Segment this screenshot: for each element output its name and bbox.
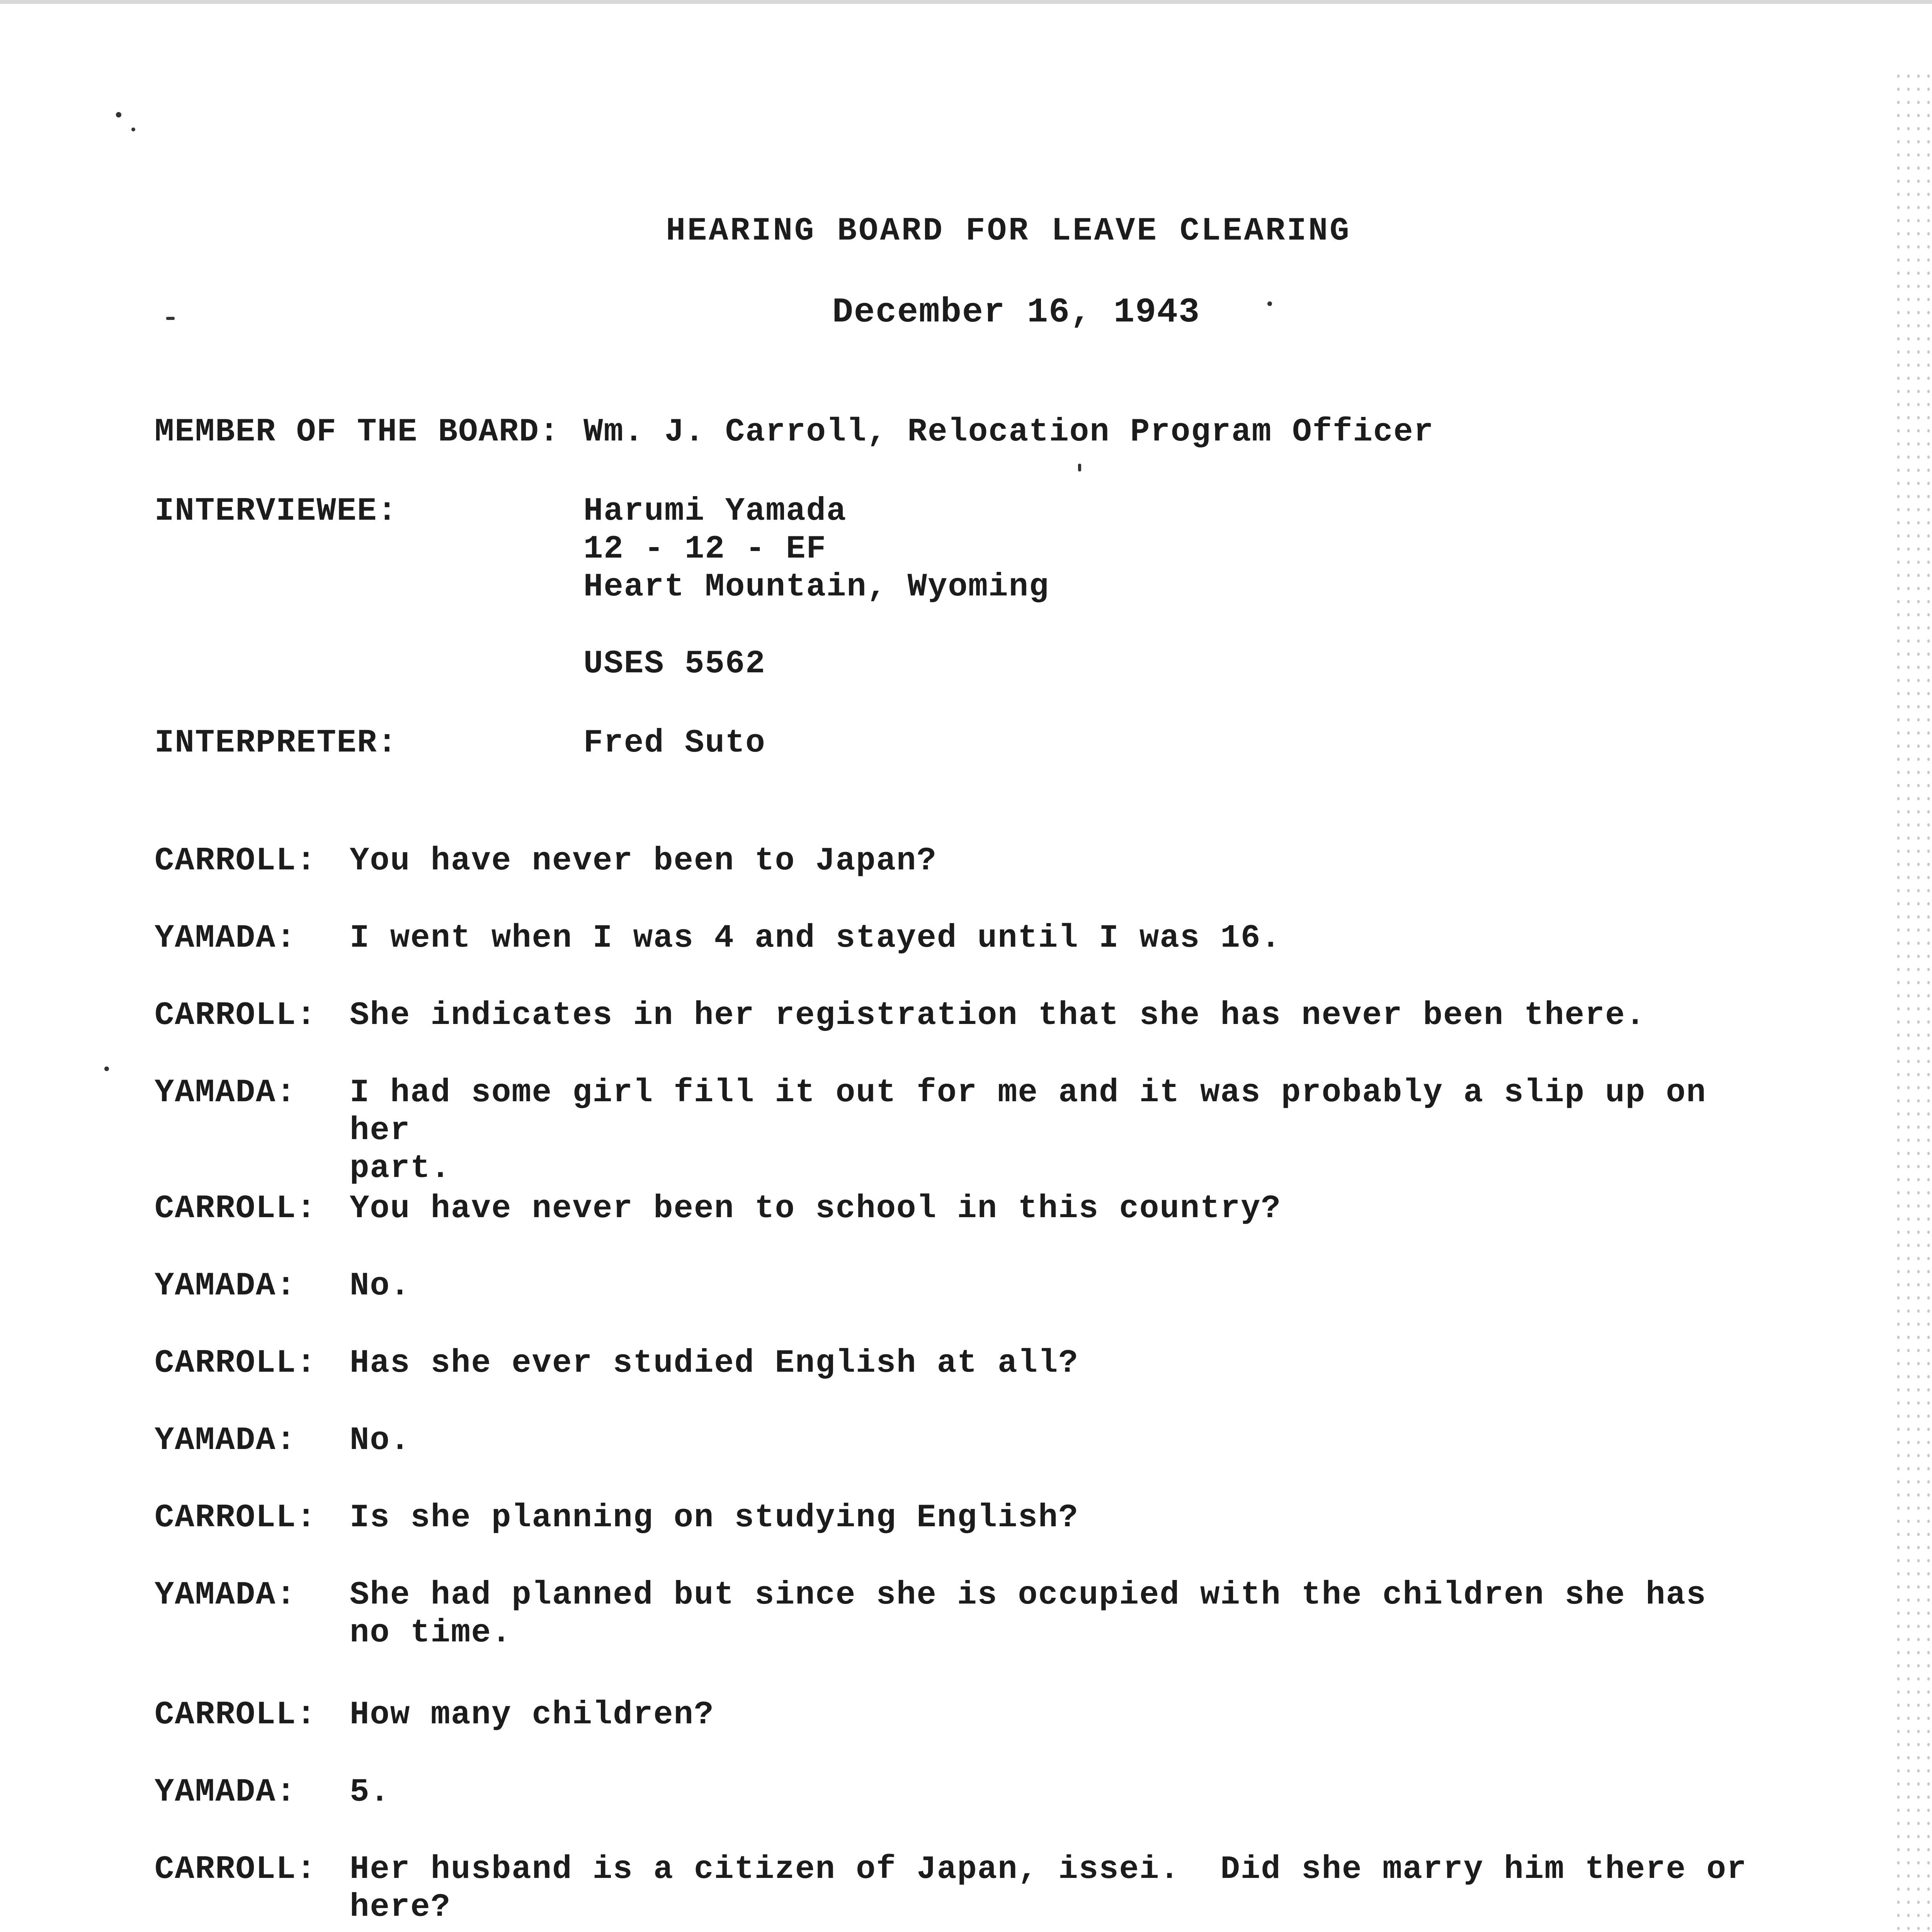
utterance: I had some girl fill it out for me and it was probably a slip up on her part.	[350, 1075, 1707, 1187]
interviewee-uses-number: USES 5562	[583, 646, 766, 682]
document-date: December 16, 1943	[832, 293, 1201, 332]
scan-speck	[1078, 464, 1081, 471]
speaker-label: CARROLL:	[155, 1190, 317, 1227]
speaker-label: CARROLL:	[155, 843, 317, 879]
speaker-label: YAMADA:	[155, 1774, 296, 1811]
speaker-label: YAMADA:	[155, 1577, 296, 1614]
utterance: How many children?	[350, 1697, 714, 1733]
utterance: Is she planning on studying English?	[350, 1500, 1079, 1536]
speaker-label: YAMADA:	[155, 1268, 296, 1304]
utterance: You have never been to Japan?	[350, 843, 937, 879]
speaker-label: CARROLL:	[155, 1345, 317, 1382]
scan-speck	[116, 112, 121, 117]
speaker-label: CARROLL:	[155, 1851, 317, 1888]
interpreter-value: Fred Suto	[583, 725, 766, 762]
utterance: She had planned but since she is occupied with the children she has no time.	[350, 1577, 1707, 1651]
speaker-label: YAMADA:	[155, 920, 296, 957]
utterance: You have never been to school in this country?	[350, 1190, 1281, 1227]
interviewee-address: 12 - 12 - EF	[583, 531, 827, 568]
interpreter-label: INTERPRETER:	[155, 725, 398, 762]
speaker-label: CARROLL:	[155, 1697, 317, 1733]
speaker-label: CARROLL:	[155, 1500, 317, 1536]
utterance: Has she ever studied English at all?	[350, 1345, 1079, 1382]
utterance: No.	[350, 1422, 411, 1459]
scan-speck	[131, 128, 135, 131]
utterance: I went when I was 4 and stayed until I was 16.	[350, 920, 1281, 957]
utterance: 5.	[350, 1774, 390, 1811]
interviewee-name: Harumi Yamada	[583, 493, 847, 530]
interviewee-location: Heart Mountain, Wyoming	[583, 569, 1049, 605]
scan-speck	[104, 1066, 109, 1071]
utterance: No.	[350, 1268, 411, 1304]
member-label: MEMBER OF THE BOARD:	[155, 414, 560, 451]
scan-noise-margin	[1893, 70, 1932, 1932]
member-value: Wm. J. Carroll, Relocation Program Officer	[583, 414, 1434, 451]
utterance: She indicates in her registration that she has never been there.	[350, 997, 1646, 1034]
page-top-edge	[0, 0, 1932, 4]
speaker-label: YAMADA:	[155, 1422, 296, 1459]
speaker-label: CARROLL:	[155, 997, 317, 1034]
speaker-label: YAMADA:	[155, 1075, 296, 1111]
interviewee-label: INTERVIEWEE:	[155, 493, 398, 530]
utterance: Her husband is a citizen of Japan, issei. Did she marry him there or here?	[350, 1851, 1747, 1926]
document-title: HEARING BOARD FOR LEAVE CLEARING	[666, 213, 1351, 250]
